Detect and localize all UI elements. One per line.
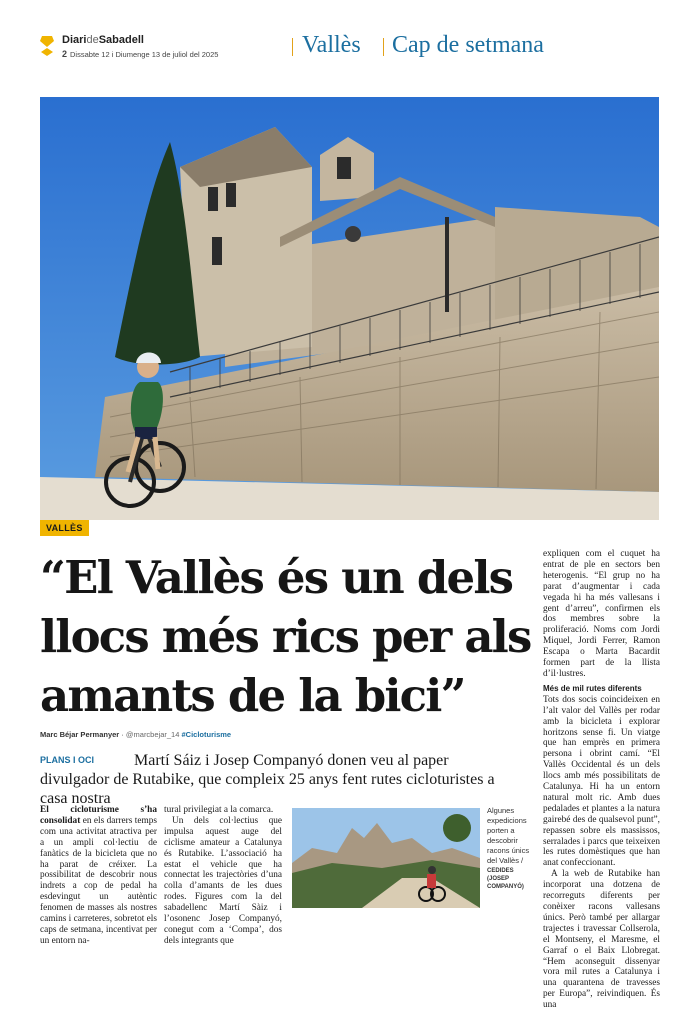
caption-text: Algunes expedicions porten a descobrir racons únics del Vallès / — [487, 806, 530, 865]
body-column-4 — [543, 549, 660, 1011]
lead-in: El cicloturisme s’ha consolidat — [40, 805, 157, 826]
byline-separator: · — [121, 730, 124, 739]
page-number: 2 — [62, 49, 68, 59]
subsection-title[interactable]: Cap de setmana — [392, 32, 544, 58]
body-paragraph: A la web de Rutabike han incorporat una dotzena de recorreguts diferents per conèixer racons vallesans únics. Però també per allargar trajectes i travessar Collserola, el Montseny, el Maresme, el Garraf o el Baix Llobregat. “Hem aconseguit dissenyar vora mil rutes a Catalunya i una quarantena de travesses per Europa”, reivindiquen. És una — [543, 869, 660, 1011]
author-handle[interactable]: @marcbejar_14 — [125, 730, 180, 739]
photo-caption — [487, 806, 537, 891]
secondary-photo — [292, 808, 480, 908]
body-paragraph: Un dels col·lectius que impulsa aquest auge del ciclisme amateur a Catalunya és Rutabike. L’associació ha estat el vehicle que ha connectat les trajectòries d’una colla d’amants de les dues rodes. Figures com la del sabadellenc Martí Sàiz i l’osonenc Josep Companyó, conegut com a ‘Compa’, dos dels integrants que — [164, 815, 282, 946]
main-photo — [40, 97, 659, 520]
subheading: Més de mil rutes diferents — [543, 683, 642, 693]
body-text: en els darrers temps com una activitat atractiva per a un ampli col·lectiu de fanàtics de la bicicleta que no ha parat de créixer. La possibilitat de descobrir nous indrets a cop de pedal ha esdevingut un autèntic fenomen de masses als nostres camins i carreteres, sobretot els caps de setmana, incentivat per un entorn na- — [40, 815, 157, 946]
hashtag-link[interactable]: #Cicloturisme — [181, 730, 232, 739]
dateline — [62, 49, 218, 59]
body-column-2 — [164, 805, 282, 947]
photo-credit: CEDIDES (JOSEP COMPANYÓ) — [487, 868, 524, 890]
author-name[interactable]: Marc Béjar Permanyer — [40, 730, 120, 739]
section-divider — [383, 38, 384, 56]
body-column-1 — [40, 805, 157, 947]
section-divider — [292, 38, 293, 56]
body-paragraph: Tots dos socis coincideixen en l’alt valor del Vallès per rodar amb la bicicleta i explorar horitzons sense fi. Un viatge que han emprès en primera persona i obrint camí. “El Vallès Occidental és un dels llocs amb més possibilitats de Catalunya. Hi ha un entorn natural molt ric. Amb dues pedalades et plantes a la natura gairebé des de qualsevol punt”, repassen sobre els massissos, serralades i parcs que teixeixen les rutes domèstiques que han anat confeccionant. — [543, 694, 660, 869]
byline — [40, 730, 231, 739]
body-paragraph: expliquen com el cuquet ha entrat de ple en sectors ben heterogenis. “El grup no ha parat d’augmentar i cada vegada hi ha més vallesans i gent d’arreu”, confirmen els dos membres sobre la proliferació. Noms com Jordi Miquel, Jordi Ferrer, Ramon Escapa o Marta Bacardit formen part de la llista d’il·lustres. — [543, 549, 660, 679]
article-headline: “El Vallès és un dels llocs més rics per als amants de la bici” — [40, 551, 531, 722]
newspaper-brand[interactable]: DiarideSabadell — [62, 34, 144, 46]
article-standfirst: Martí Sáiz i Josep Companyó donen veu al paper divulgador de Rutabike, que compleix 25 anys fent rutes cicloturistes a casa nostra — [40, 752, 495, 807]
section-tag[interactable]: VALLÈS — [40, 520, 89, 536]
section-title[interactable]: Vallès — [302, 32, 361, 58]
kicker-label: PLANS I OCI — [40, 755, 95, 765]
newspaper-logo-icon — [40, 36, 54, 56]
body-paragraph: tural privilegiat a la comarca. — [164, 805, 274, 815]
issue-date: Dissabte 12 i Diumenge 13 de juliol del 2025 — [70, 50, 219, 59]
